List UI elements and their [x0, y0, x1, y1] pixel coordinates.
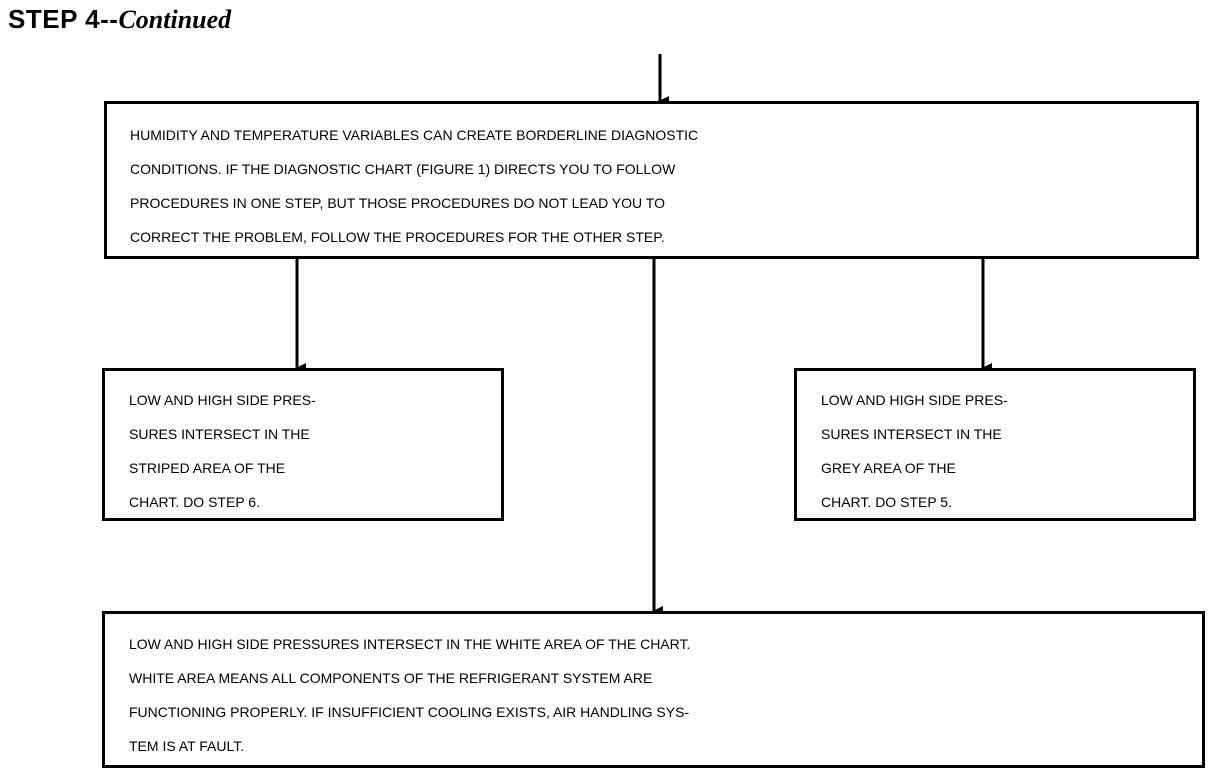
striped-area-box: [102, 368, 504, 521]
box-text-line: TEM IS AT FAULT.: [129, 738, 245, 754]
continued-label: Continued: [118, 5, 232, 34]
box-text-line: SURES INTERSECT IN THE: [129, 426, 310, 442]
box-text-line: HUMIDITY AND TEMPERATURE VARIABLES CAN CREATE BORDERLINE DIAGNOSTIC: [130, 127, 699, 143]
white-area-box: [102, 611, 1205, 768]
borderline-conditions-box: [104, 101, 1199, 259]
box-text-line: GREY AREA OF THE: [821, 460, 956, 476]
box-text-line: PROCEDURES IN ONE STEP, BUT THOSE PROCEDURES DO NOT LEAD YOU TO: [130, 195, 665, 211]
box-text-line: LOW AND HIGH SIDE PRES-: [821, 392, 1008, 408]
step-dashes: --: [100, 4, 119, 34]
box-text-line: CHART. DO STEP 6.: [129, 494, 260, 510]
box-text-line: STRIPED AREA OF THE: [129, 460, 286, 476]
box-text-line: LOW AND HIGH SIDE PRESSURES INTERSECT IN THE WHITE AREA OF THE CHART.: [129, 636, 691, 652]
box-text-line: CONDITIONS. IF THE DIAGNOSTIC CHART (FIGURE 1) DIRECTS YOU TO FOLLOW: [130, 161, 676, 177]
box-text-line: WHITE AREA MEANS ALL COMPONENTS OF THE REFRIGERANT SYSTEM ARE: [129, 670, 653, 686]
box-text-line: CORRECT THE PROBLEM, FOLLOW THE PROCEDURES FOR THE OTHER STEP.: [130, 229, 665, 245]
box-text-line: LOW AND HIGH SIDE PRES-: [129, 392, 316, 408]
step-label: STEP 4: [8, 4, 101, 34]
grey-area-box: [794, 368, 1196, 521]
box-text-line: SURES INTERSECT IN THE: [821, 426, 1002, 442]
box-text-line: FUNCTIONING PROPERLY. IF INSUFFICIENT COOLING EXISTS, AIR HANDLING SYS-: [129, 704, 690, 720]
box-text-line: CHART. DO STEP 5.: [821, 494, 952, 510]
